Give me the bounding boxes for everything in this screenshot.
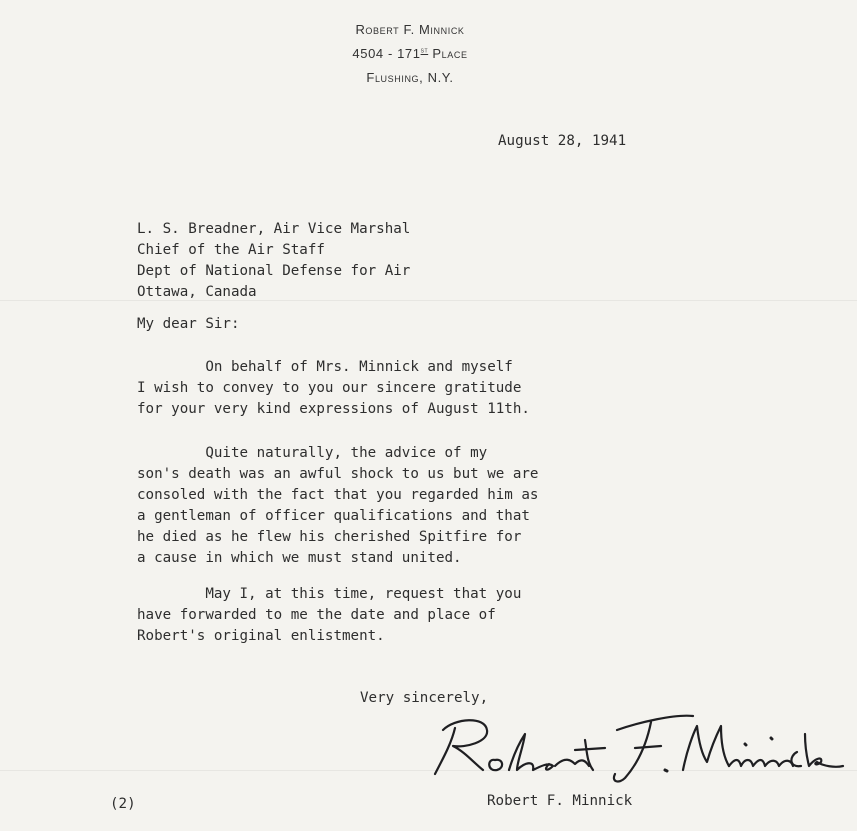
recipient-line: Ottawa, Canada (137, 284, 257, 300)
handwritten-signature (425, 700, 845, 790)
typed-name: Robert F. Minnick (487, 793, 633, 809)
paragraph-line: son's death was an awful shock to us but we are (137, 466, 539, 482)
closing: Very sincerely, (360, 690, 489, 706)
letterhead-address (0, 46, 820, 61)
paragraph-line: Robert's original enlistment. (137, 628, 385, 644)
paragraph-line: for your very kind expressions of August 11th. (137, 401, 530, 417)
paragraph-line: a cause in which we must stand united. (137, 550, 462, 566)
letterhead-address-ordinal: st (420, 47, 429, 55)
paragraph-line: have forwarded to me the date and place of (137, 607, 496, 623)
paragraph-3 (137, 584, 521, 647)
paragraph-line: On behalf of Mrs. Minnick and myself (137, 359, 513, 375)
salutation: My dear Sir: (137, 316, 240, 332)
letterhead-name: Robert F. Minnick (355, 22, 465, 37)
letterhead-address-street: Place (428, 46, 468, 61)
paragraph-line: Quite naturally, the advice of my (137, 445, 488, 461)
paragraph-1 (137, 357, 530, 420)
letterhead-address-number: 4504 - 171 (352, 46, 421, 61)
page-number: (2) (110, 796, 136, 812)
paragraph-line: May I, at this time, request that you (137, 586, 522, 602)
paragraph-2 (137, 443, 538, 569)
paper-fold (0, 300, 857, 301)
paragraph-line: he died as he flew his cherished Spitfire for (137, 529, 522, 545)
recipient-address (137, 219, 410, 303)
paragraph-line: consoled with the fact that you regarded him as (137, 487, 539, 503)
letter-date: August 28, 1941 (498, 133, 627, 149)
paragraph-line: I wish to convey to you our sincere gratitude (137, 380, 522, 396)
paragraph-line: a gentleman of officer qualifications and that (137, 508, 530, 524)
recipient-line: Dept of National Defense for Air (137, 263, 411, 279)
recipient-line: Chief of the Air Staff (137, 242, 325, 258)
letterhead-city: Flushing, N.Y. (366, 70, 454, 85)
recipient-line: L. S. Breadner, Air Vice Marshal (137, 221, 411, 237)
